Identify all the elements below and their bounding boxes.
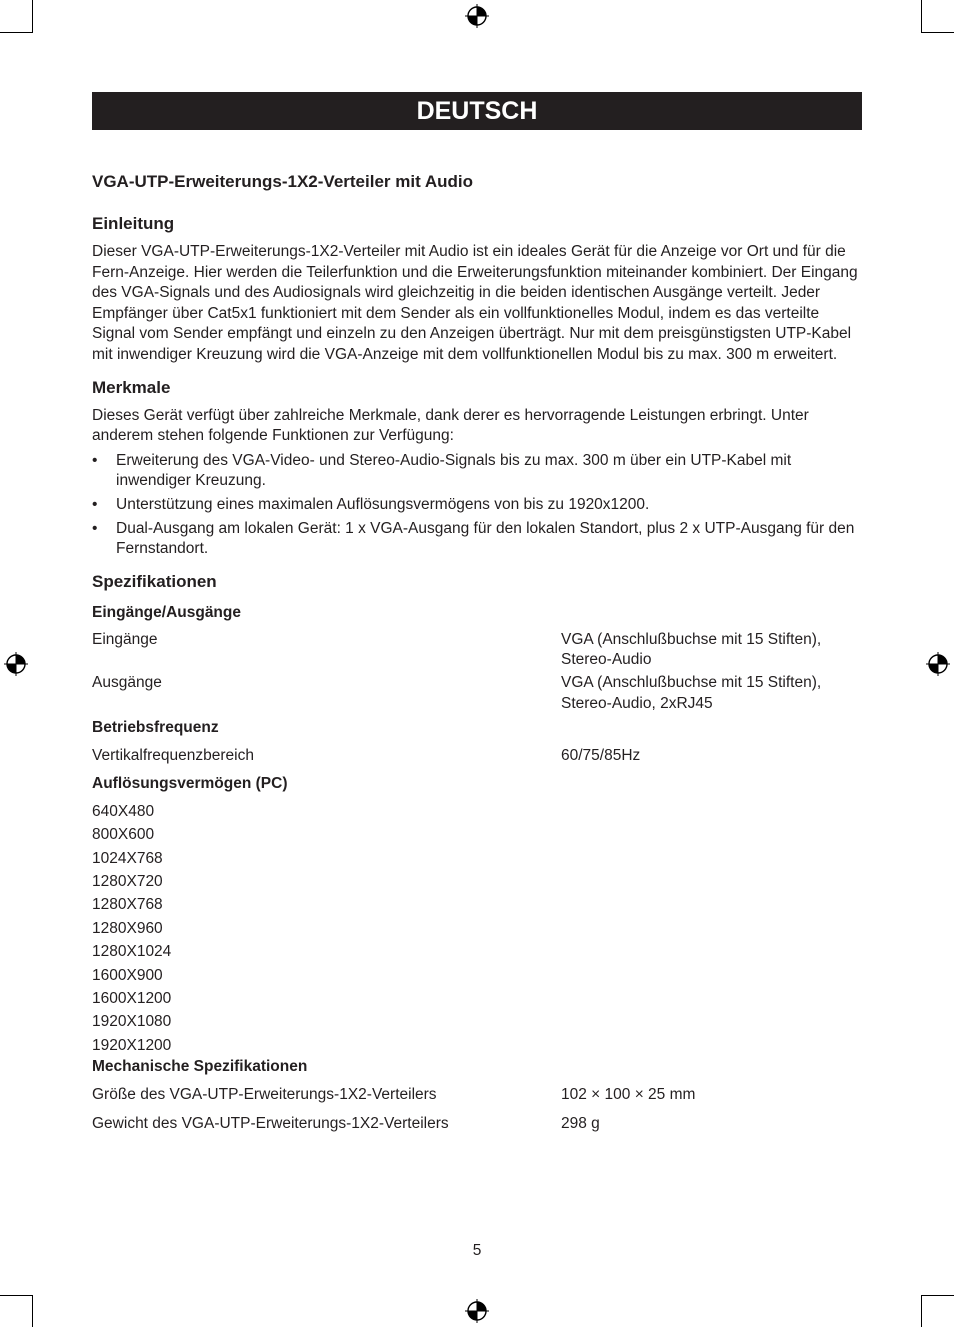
list-item: • Dual-Ausgang am lokalen Gerät: 1 x VGA-Ausgang für den lokalen Standort, plus 2 x UTP-Ausgang für den Fernstandort. (92, 519, 855, 558)
language-banner: DEUTSCH (92, 92, 862, 130)
list-item: • Unterstützung eines maximalen Auflösungsvermögens von bis zu 1920x1200. (92, 495, 862, 516)
spec-row-size (92, 1085, 862, 1106)
registration-crosshair-icon (926, 652, 950, 676)
mechanical-heading: Mechanische Spezifikationen (92, 1058, 308, 1076)
features-section (92, 378, 862, 560)
spec-value: VGA (Anschlußbuchse mit 15 Stiften), Stereo-Audio (561, 630, 822, 669)
list-item: 1280X960 (92, 919, 163, 937)
io-heading: Eingänge/Ausgänge (92, 603, 241, 621)
intro-section (92, 214, 862, 366)
registration-crosshair-icon (465, 4, 489, 28)
list-item: 1280X720 (92, 872, 163, 890)
list-item: • Erweiterung des VGA-Video- und Stereo-Audio-Signals bis zu max. 300 m über ein UTP-Kabel mit inwendiger Kreuzung. (92, 451, 792, 490)
features-intro: Dieses Gerät verfügt über zahlreiche Merkmale, dank derer es hervorragende Leistungen erbringt. Unter anderem stehen folgende Funktionen zur Verfügung: (92, 406, 809, 445)
bullet-icon: • (92, 451, 98, 469)
spec-value: 60/75/85Hz (561, 747, 641, 765)
list-item: 800X600 (92, 826, 155, 844)
spec-label: Ausgänge (92, 673, 162, 691)
spec-value: 102 × 100 × 25 mm (561, 1086, 696, 1104)
page-number: 5 (472, 1242, 482, 1259)
list-item: 1024X768 (92, 849, 163, 867)
specs-section (92, 572, 862, 1135)
spec-label: Eingänge (92, 630, 158, 648)
spec-row-vertical-frequency (92, 746, 862, 767)
specs-heading: Spezifikationen (92, 571, 217, 591)
intro-heading: Einleitung (92, 214, 175, 233)
list-item: 1600X900 (92, 966, 163, 984)
list-item: 1280X1024 (92, 943, 172, 961)
page-content (92, 92, 862, 1134)
intro-paragraph: Dieser VGA-UTP-Erweiterungs-1X2-Verteiler mit Audio ist ein ideales Gerät für die Anzeige vor Ort und für die Fern-Anzeige. Hier werden die Teilerfunktion und die Erweiterungsfunktion miteinander kombiniert. Der Eingang des VGA-Signals und des Audiosignals wird gleichzeitig in die beiden identischen Ausgänge verteilt. Jeder Empfänger über Cat5x1 funktioniert mit dem Sender als ein vollfunktionelles Modul, indem es das verteilte Signal vom Sender empfängt und einzeln zu den Anzeigen überträgt. Nur mit dem preisgünstigsten UTP-Kabel mit inwendiger Kreuzung wird die VGA-Anzeige mit dem vollfunktionellen Modul bis zu max. 300 m erweitert. (92, 243, 858, 363)
spec-label: Gewicht des VGA-UTP-Erweiterungs-1X2-Verteilers (92, 1114, 449, 1132)
spec-row-outputs (92, 673, 862, 714)
resolution-list (92, 800, 862, 1057)
list-item: 640X480 (92, 802, 155, 820)
spec-row-weight (92, 1114, 862, 1135)
registration-crosshair-icon (4, 652, 28, 676)
bullet-icon: • (92, 495, 98, 513)
spec-label: Größe des VGA-UTP-Erweiterungs-1X2-Verteilers (92, 1086, 437, 1104)
features-heading: Merkmale (92, 377, 171, 397)
features-list (92, 451, 862, 560)
list-item: 1280X768 (92, 896, 163, 914)
registration-crosshair-icon (465, 1299, 489, 1323)
bullet-icon: • (92, 519, 98, 537)
list-item: 1600X1200 (92, 989, 172, 1007)
list-item: 1920X1200 (92, 1036, 172, 1054)
spec-row-inputs (92, 630, 862, 671)
list-item: 1920X1080 (92, 1013, 172, 1031)
spec-value: 298 g (561, 1114, 600, 1132)
spec-value: VGA (Anschlußbuchse mit 15 Stiften), Stereo-Audio, 2xRJ45 (561, 673, 822, 712)
spec-label: Vertikalfrequenzbereich (92, 747, 254, 765)
resolution-heading: Auflösungsvermögen (PC) (92, 774, 288, 792)
frequency-heading: Betriebsfrequenz (92, 719, 219, 737)
document-title: VGA-UTP-Erweiterungs-1X2-Verteiler mit Audio (92, 172, 473, 191)
